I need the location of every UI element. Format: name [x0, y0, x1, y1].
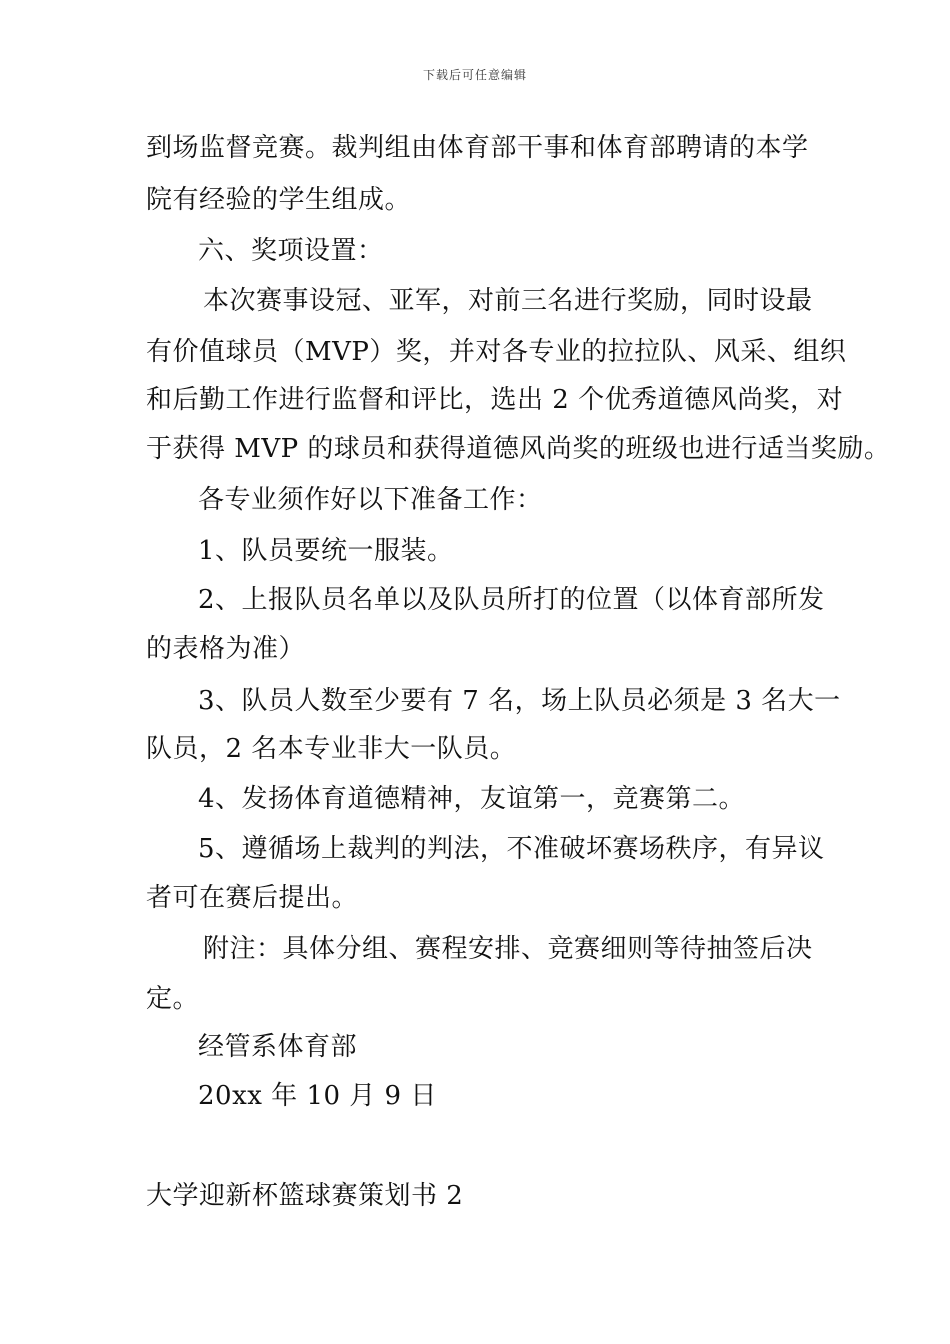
note-continuation: 定。: [146, 984, 200, 1014]
body-line: 有价值球员（MVP）奖，并对各专业的拉拉队、风采、组织: [146, 337, 847, 367]
list-item: 5、遵循场上裁判的判法，不准破坏赛场秩序，有异议: [198, 834, 825, 864]
section-heading: 六、奖项设置：: [198, 236, 384, 266]
list-item-continuation: 队员，2 名本专业非大一队员。: [146, 734, 517, 764]
signature-department: 经管系体育部: [198, 1032, 358, 1062]
list-item: 2、上报队员名单以及队员所打的位置（以体育部所发: [198, 585, 825, 615]
body-line: 到场监督竞赛。裁判组由体育部干事和体育部聘请的本学: [146, 133, 809, 163]
list-item-continuation: 者可在赛后提出。: [146, 883, 359, 913]
body-line: 各专业须作好以下准备工作：: [198, 485, 543, 515]
next-document-title: 大学迎新杯篮球赛策划书 2: [146, 1181, 464, 1211]
list-item: 3、队员人数至少要有 7 名，场上队员必须是 3 名大一: [198, 686, 841, 716]
note-line: 附注：具体分组、赛程安排、竞赛细则等待抽签后决: [203, 934, 813, 964]
signature-date: 20xx 年 10 月 9 日: [198, 1081, 437, 1111]
list-item: 4、发扬体育道德精神，友谊第一，竞赛第二。: [198, 784, 746, 814]
page-header: 下载后可任意编辑: [422, 68, 527, 82]
body-line: 院有经验的学生组成。: [146, 185, 412, 215]
list-item-continuation: 的表格为准）: [146, 634, 306, 664]
body-line: 于获得 MVP 的球员和获得道德风尚奖的班级也进行适当奖励。: [146, 434, 891, 464]
body-line: 本次赛事设冠、亚军，对前三名进行奖励，同时设最: [203, 286, 813, 316]
body-line: 和后勤工作进行监督和评比，选出 2 个优秀道德风尚奖，对: [146, 385, 844, 415]
list-item: 1、队员要统一服装。: [198, 536, 454, 566]
